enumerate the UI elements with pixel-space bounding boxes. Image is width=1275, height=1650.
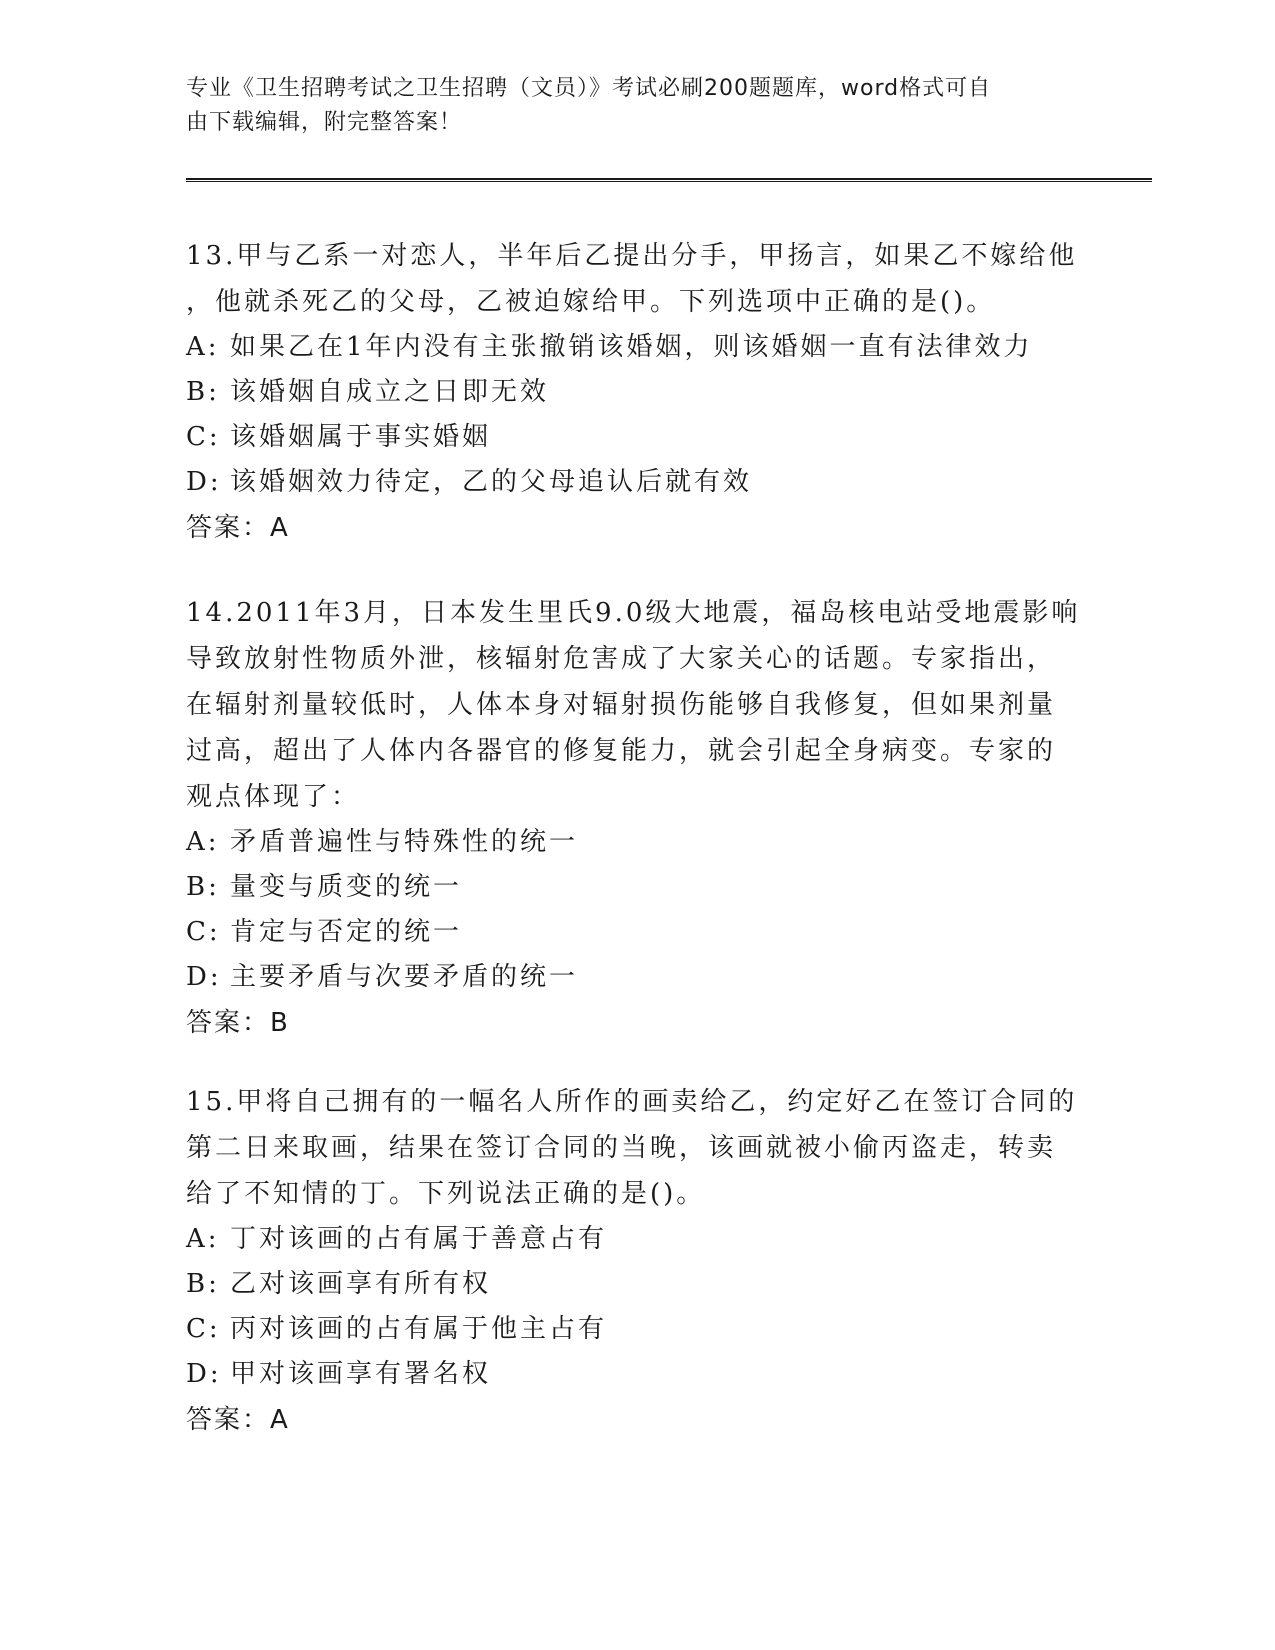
option-text: 甲对该画享有署名权 [230, 1359, 492, 1389]
option-text: 如果乙在1年内没有主张撤销该婚姻，则该婚姻一直有法律效力 [230, 332, 1033, 362]
option-b [186, 1262, 1086, 1307]
option-a [186, 820, 1086, 865]
question-15 [186, 1079, 1086, 1443]
option-text: 该婚姻自成立之日即无效 [230, 377, 550, 407]
question-line: 导致放射性物质外泄，核辐射危害成了大家关心的话题。专家指出， [186, 644, 1057, 674]
option-b [186, 865, 1086, 910]
header-divider [186, 178, 1152, 182]
option-text: 丁对该画的占有属于善意占有 [230, 1224, 608, 1254]
option-c [186, 1307, 1086, 1352]
answer: 答案：A [186, 1405, 290, 1435]
option-text: 丙对该画的占有属于他主占有 [230, 1314, 608, 1344]
question-line: 14.2011年3月，日本发生里氏9.0级大地震，福岛核电站受地震影响 [186, 598, 1081, 628]
question-line: 在辐射剂量较低时，人体本身对辐射损伤能够自我修复，但如果剂量 [186, 690, 1057, 720]
question-line: 给了不知情的丁。下列说法正确的是()。 [186, 1179, 706, 1209]
option-a [186, 325, 1086, 370]
option-label: D: [186, 467, 222, 497]
document-header [186, 72, 1086, 140]
question-13 [186, 233, 1086, 551]
option-text: 该婚姻效力待定，乙的父母追认后就有效 [230, 467, 753, 497]
option-label: A: [186, 827, 220, 857]
answer: 答案：B [186, 1008, 290, 1038]
option-d [186, 1352, 1086, 1397]
option-label: A: [186, 332, 220, 362]
option-b [186, 370, 1086, 415]
option-text: 矛盾普遍性与特殊性的统一 [230, 827, 579, 857]
option-label: D: [186, 962, 222, 992]
option-label: B: [186, 377, 220, 407]
option-a [186, 1217, 1086, 1262]
option-d [186, 955, 1086, 1000]
question-14 [186, 590, 1086, 1046]
question-line: ，他就杀死乙的父母，乙被迫嫁给甲。下列选项中正确的是()。 [186, 287, 996, 317]
option-label: B: [186, 872, 220, 902]
option-c [186, 910, 1086, 955]
option-label: A: [186, 1224, 220, 1254]
option-label: C: [186, 1314, 221, 1344]
option-label: C: [186, 422, 221, 452]
question-line: 第二日来取画，结果在签订合同的当晚，该画就被小偷丙盗走，转卖 [186, 1133, 1057, 1163]
option-d [186, 460, 1086, 505]
option-label: D: [186, 1359, 222, 1389]
header-line: 由下载编辑，附完整答案！ [186, 110, 463, 135]
option-text: 主要矛盾与次要矛盾的统一 [230, 962, 579, 992]
option-text: 量变与质变的统一 [230, 872, 463, 902]
option-c [186, 415, 1086, 460]
question-line: 13.甲与乙系一对恋人，半年后乙提出分手，甲扬言，如果乙不嫁给他 [186, 241, 1078, 271]
header-line: 专业《卫生招聘考试之卫生招聘（文员）》考试必刷200题题库，word格式可自 [186, 76, 992, 101]
option-label: B: [186, 1269, 220, 1299]
question-line: 观点体现了： [186, 782, 361, 812]
option-label: C: [186, 917, 221, 947]
option-text: 乙对该画享有所有权 [230, 1269, 492, 1299]
option-text: 肯定与否定的统一 [230, 917, 463, 947]
answer: 答案：A [186, 513, 290, 543]
question-line: 15.甲将自己拥有的一幅名人所作的画卖给乙，约定好乙在签订合同的 [186, 1087, 1078, 1117]
option-text: 该婚姻属于事实婚姻 [230, 422, 492, 452]
question-line: 过高，超出了人体内各器官的修复能力，就会引起全身病变。专家的 [186, 736, 1057, 766]
